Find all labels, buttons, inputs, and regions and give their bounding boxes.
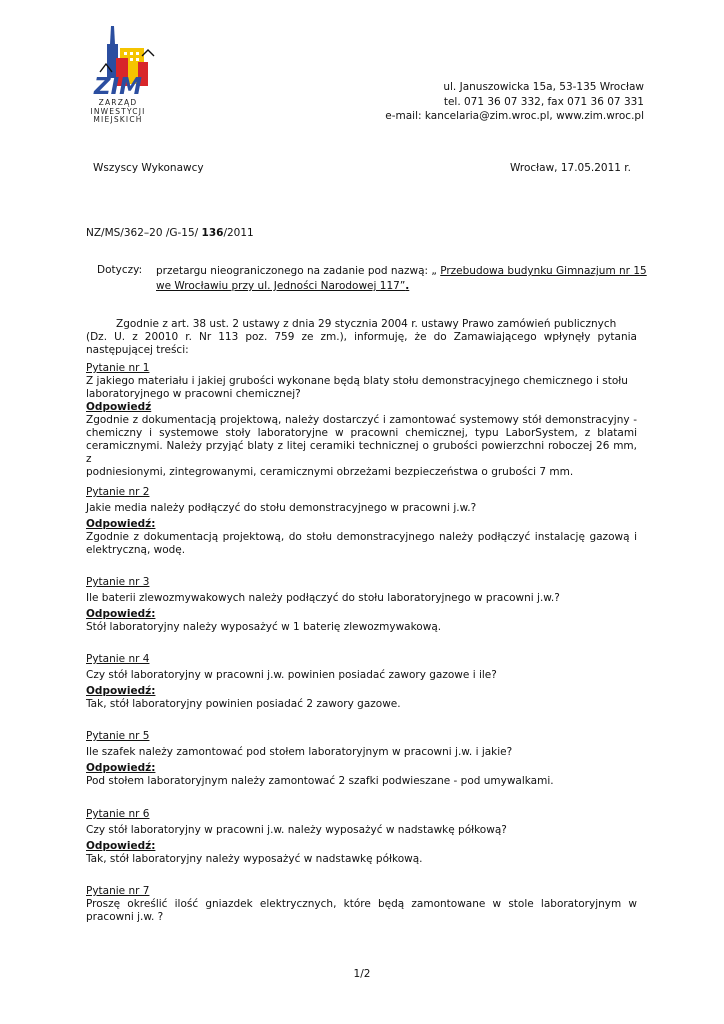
question-label: Pytanie nr 2 <box>86 486 150 498</box>
question-text: Z jakiego materiału i jakiej grubości wykonane będą blaty stołu demonstracyjnego chemicznego i stołu <box>86 375 628 387</box>
subject-line-2 <box>156 279 644 294</box>
reference-prefix: NZ/MS/362–20 /G-15/ <box>86 227 202 239</box>
qa-item-5 <box>86 730 554 788</box>
answer-text: Zgodnie z dokumentacją projektową, do stołu demonstracyjnego należy podłączyć instalację gazową i <box>86 531 637 543</box>
intro-line-1: Zgodnie z art. 38 ust. 2 ustawy z dnia 29 stycznia 2004 r. ustawy Prawo zamówień publicznych <box>116 318 617 330</box>
qa-item-1 <box>86 362 637 479</box>
question-label: Pytanie nr 1 <box>86 362 150 374</box>
address-block <box>385 80 644 124</box>
answer-text: Stół laboratoryjny należy wyposażyć w 1 baterię zlewozmywakową. <box>86 621 442 633</box>
svg-text:ZIM: ZIM <box>93 74 143 100</box>
question-label: Pytanie nr 6 <box>86 808 150 820</box>
reference-suffix: /2011 <box>223 227 254 239</box>
question-text: Czy stół laboratoryjny w pracowni j.w. należy wyposażyć w nadstawkę półkową? <box>86 824 507 836</box>
answer-label: Odpowiedź: <box>86 518 156 530</box>
reference-bold: 136 <box>201 227 224 239</box>
answer-text: elektryczną, wodę. <box>86 544 186 556</box>
answer-label: Odpowiedź: <box>86 762 156 774</box>
subject-title-2: we Wrocławiu przy ul. Jedności Narodowej 117” <box>156 280 406 292</box>
answer-label: Odpowiedź: <box>86 685 156 697</box>
answer-label: Odpowiedź <box>86 401 152 413</box>
qa-item-6 <box>86 808 507 866</box>
question-text: Czy stół laboratoryjny w pracowni j.w. powinien posiadać zawory gazowe i ile? <box>86 669 497 681</box>
place-date: Wrocław, 17.05.2011 r. <box>509 162 631 174</box>
logo-caption <box>78 99 158 125</box>
question-text: Jakie media należy podłączyć do stołu demonstracyjnego w pracowni j.w.? <box>86 502 477 514</box>
question-label: Pytanie nr 7 <box>86 885 150 897</box>
subject-text: przetargu nieograniczonego na zadanie pod nazwą: „ <box>156 265 441 277</box>
page-number: 1/2 <box>353 968 371 980</box>
subject-label: Dotyczy: <box>97 264 143 276</box>
intro-line-3: następującej treści: <box>86 344 189 356</box>
qa-item-4 <box>86 653 497 711</box>
answer-text: Tak, stół laboratoryjny należy wyposażyć w nadstawkę półkową. <box>86 853 423 865</box>
address-street: ul. Januszowicka 15a, 53-135 Wrocław <box>443 81 644 93</box>
address-email: e-mail: kancelaria@zim.wroc.pl, www.zim.wroc.pl <box>385 110 644 122</box>
address-phone: tel. 071 36 07 332, fax 071 36 07 331 <box>443 95 644 108</box>
intro-line-2: (Dz. U. z 20010 r. Nr 113 poz. 759 ze zm.), informuję, że do Zamawiającego wpłynęły pytania <box>86 331 637 343</box>
answer-text: chemiczny i systemowe stoły laboratoryjne w pracowni chemicznej, typu LaborSystem, z blatami <box>86 427 637 439</box>
answer-text: Pod stołem laboratoryjnym należy zamontować 2 szafki podwieszane - pod umywalkami. <box>86 775 554 787</box>
logo-caption-line: ZARZĄD <box>98 98 138 107</box>
zim-logo-graphic <box>78 22 158 100</box>
logo-caption-line: INWESTYCJI <box>90 106 146 116</box>
question-label: Pytanie nr 4 <box>86 653 150 665</box>
question-text: Ile baterii zlewozmywakowych należy podłączyć do stołu laboratoryjnego w pracowni j.w.? <box>86 592 560 604</box>
answer-label: Odpowiedź: <box>86 608 156 620</box>
subject-title-1: Przebudowa budynku Gimnazjum nr 15 <box>440 265 647 277</box>
answer-text: ceramicznymi. Należy przyjąć blaty z litej ceramiki technicznej o grubości powierzchni roboczej 26 mm, z <box>86 440 637 465</box>
question-label: Pytanie nr 3 <box>86 576 150 588</box>
question-text: Proszę określić ilość gniazdek elektrycznych, które będą zamontowane w stole laboratoryjnym w <box>86 898 637 910</box>
qa-item-7 <box>86 885 637 924</box>
recipient: Wszyscy Wykonawcy <box>93 162 204 174</box>
subject-end: . <box>405 280 410 292</box>
answer-text: Tak, stół laboratoryjny powinien posiadać 2 zawory gazowe. <box>86 698 401 710</box>
question-text: Ile szafek należy zamontować pod stołem laboratoryjnym w pracowni j.w. i jakie? <box>86 746 513 758</box>
intro <box>86 318 637 357</box>
reference-number <box>86 227 254 240</box>
question-label: Pytanie nr 5 <box>86 730 150 742</box>
answer-text: podniesionymi, zintegrowanymi, ceramicznymi obrzeżami bezpieczeństwa o grubości 7 mm. <box>86 466 574 478</box>
subject <box>156 264 647 294</box>
question-text: laboratoryjnego w pracowni chemicznej? <box>86 388 301 400</box>
qa-item-2 <box>86 486 637 557</box>
answer-label: Odpowiedź: <box>86 840 156 852</box>
qa-item-3 <box>86 576 560 634</box>
question-text: pracowni j.w. ? <box>86 911 164 923</box>
answer-text: Zgodnie z dokumentacją projektową, należy dostarczyć i zamontować systemowy stół demonstracyjny - <box>86 414 637 426</box>
logo-caption-line: MIEJSKICH <box>93 115 143 124</box>
subject-line-1 <box>156 264 647 279</box>
